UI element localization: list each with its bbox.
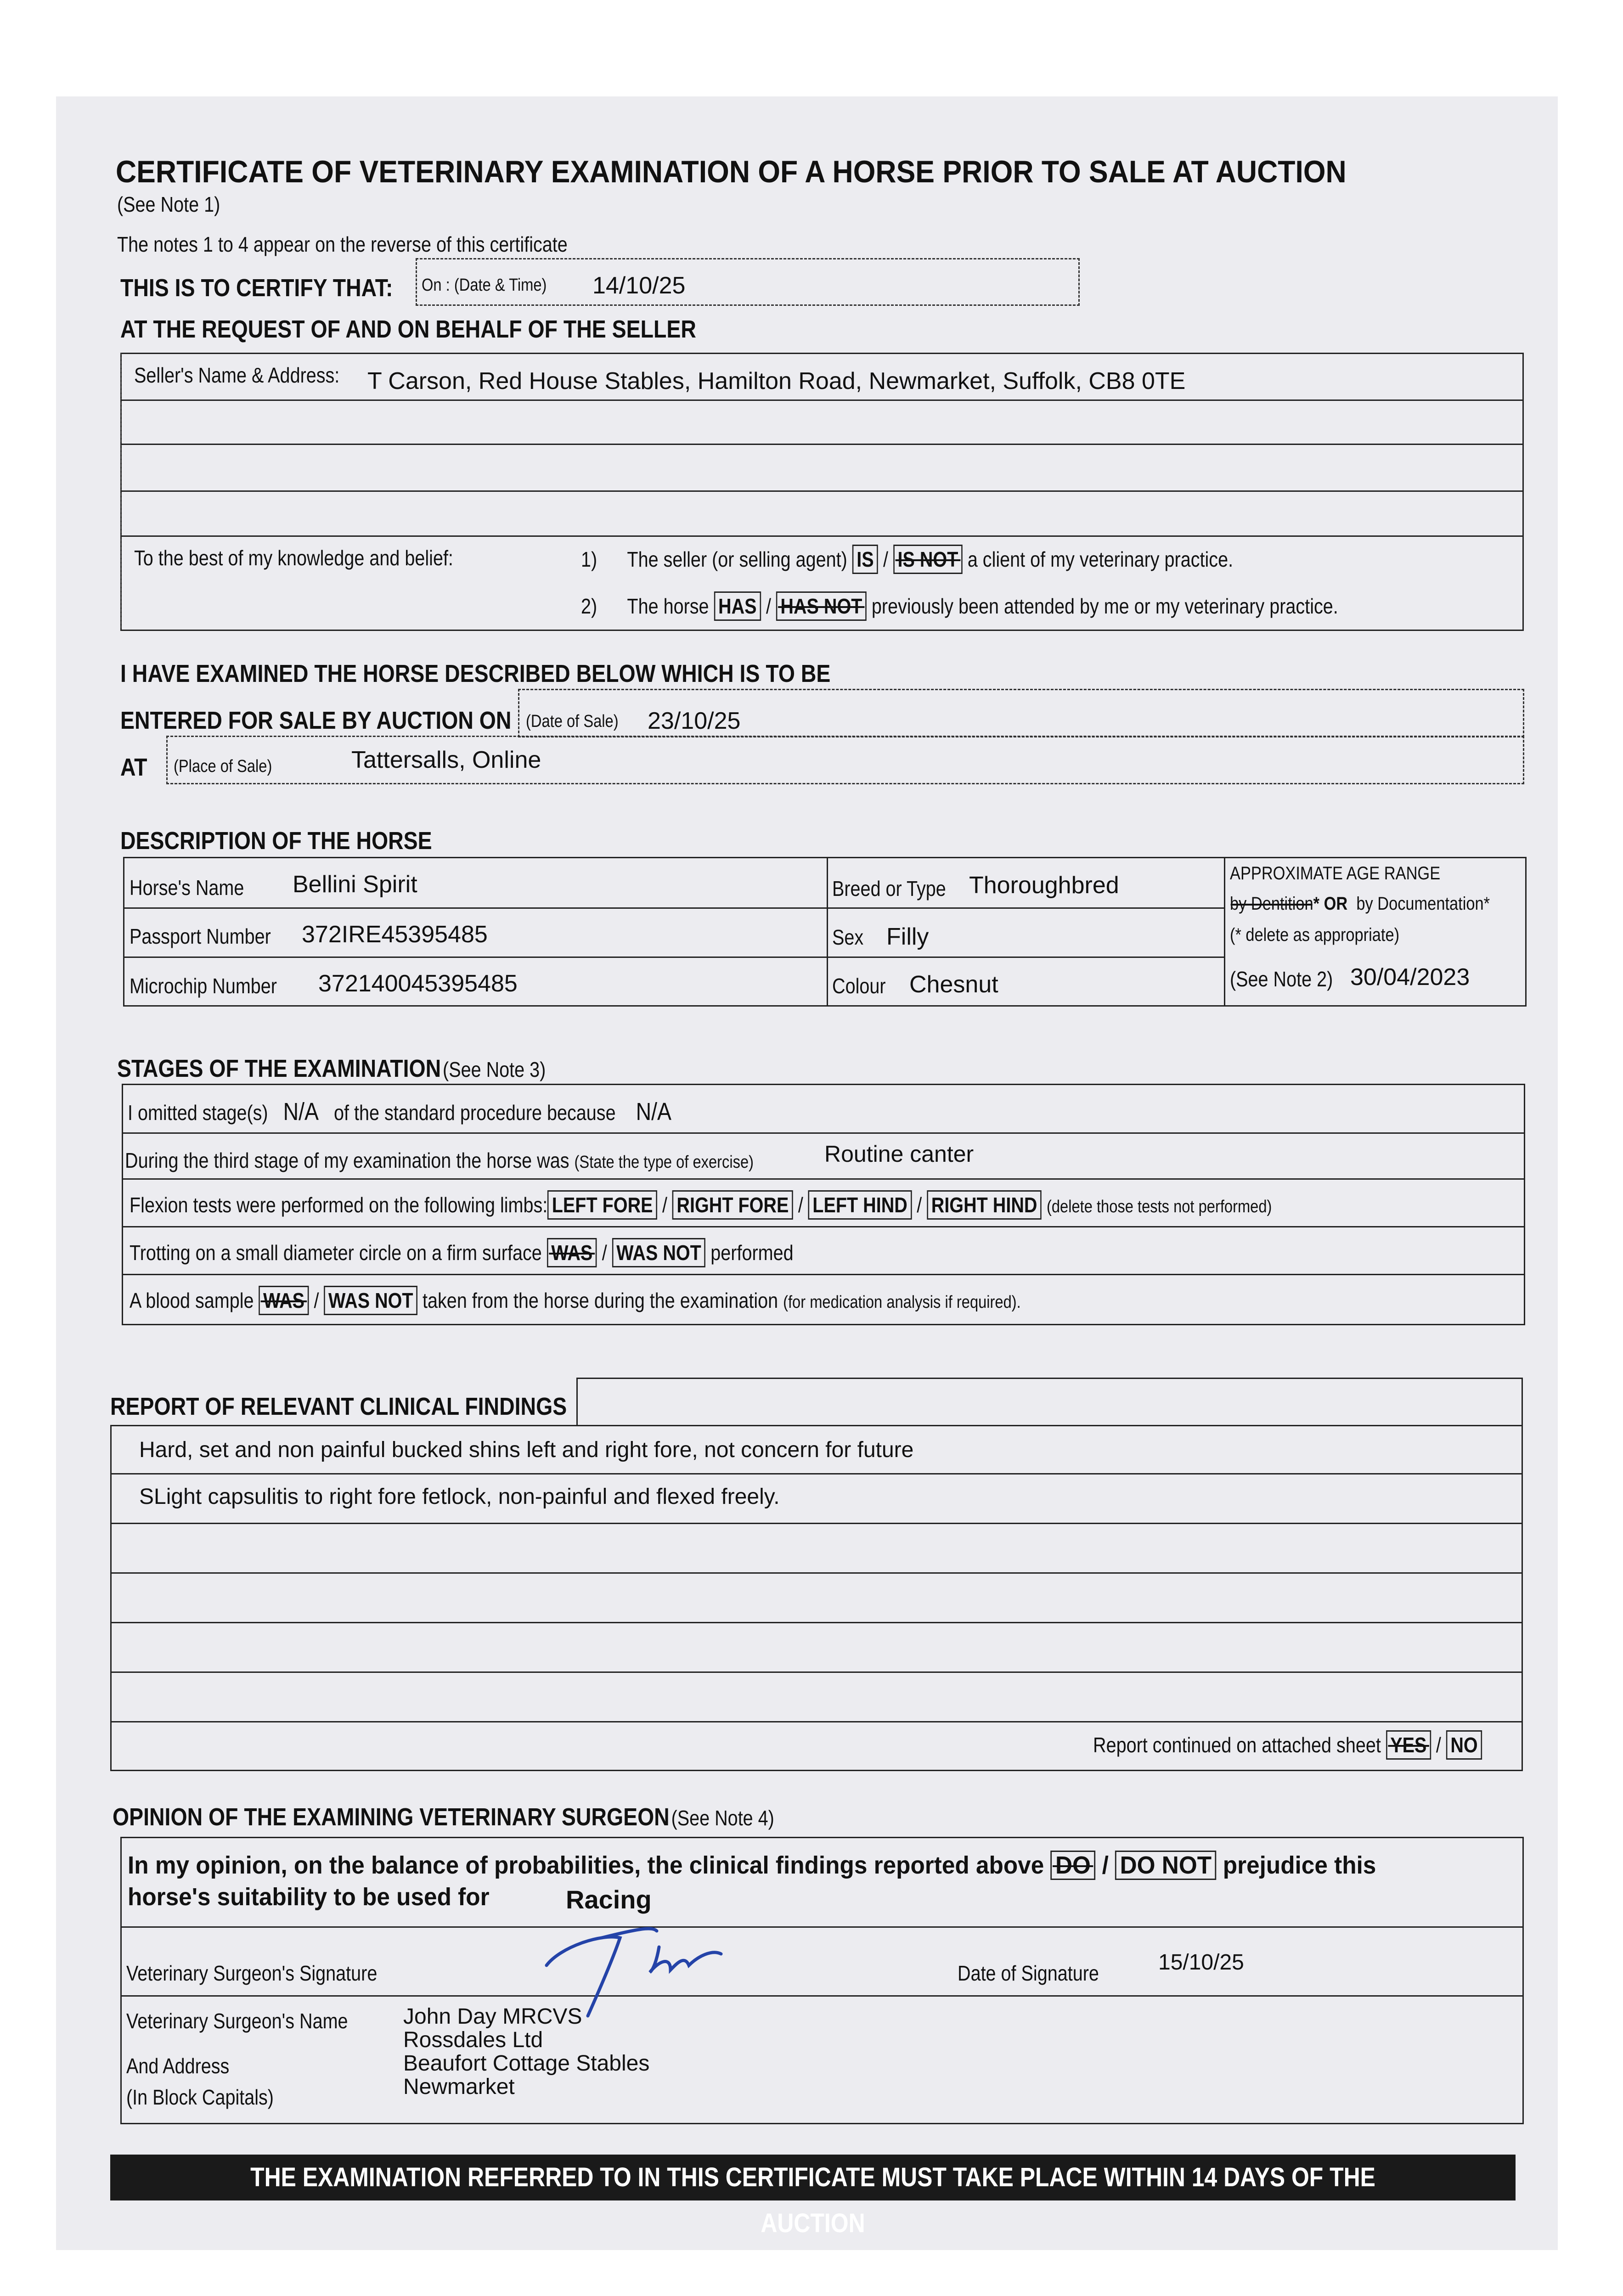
third-stage-hint: (State the type of exercise) <box>574 1153 754 1172</box>
stages-heading-row <box>117 1054 546 1083</box>
blood-taken: taken from the horse during the examination <box>423 1289 778 1312</box>
continued-row: Report continued on attached sheet YES / NO <box>1093 1730 1482 1760</box>
belief-2-has[interactable]: HAS <box>714 591 761 621</box>
footer-text: THE EXAMINATION REFERRED TO IN THIS CERTIFICATE MUST TAKE PLACE WITHIN 14 DAYS OF THE AUCTION <box>250 2162 1375 2238</box>
opinion-text-a: In my opinion, on the balance of probabilities, the clinical findings reported above <box>128 1851 1044 1879</box>
opinion-heading-row <box>113 1803 774 1831</box>
entered-label: ENTERED FOR SALE BY AUCTION ON <box>120 707 512 734</box>
age-or: * OR <box>1313 894 1348 914</box>
seller-label: Seller's Name & Address: <box>134 363 340 387</box>
certificate-title: CERTIFICATE OF VETERINARY EXAMINATION OF A HORSE PRIOR TO SALE AT AUCTION <box>116 154 1347 189</box>
age-note: (See Note 2) <box>1230 967 1333 991</box>
age-by-doc[interactable]: by Documentation* <box>1356 894 1490 914</box>
date-of-sale-value[interactable]: 23/10/25 <box>648 708 741 734</box>
finding-2[interactable]: SLight capsulitis to right fore fetlock, non-painful and flexed freely. <box>139 1485 780 1509</box>
opinion-do[interactable]: DO <box>1051 1851 1096 1880</box>
belief-2-text-a: The horse <box>627 594 709 618</box>
trot-row: Trotting on a small diameter circle on a firm surface WAS / WAS NOT performed <box>130 1238 794 1267</box>
vet-caps-label: (In Block Capitals) <box>126 2085 274 2109</box>
age-delete-note: (* delete as appropriate) <box>1230 925 1400 945</box>
omitted-value[interactable]: N/A <box>283 1098 319 1125</box>
belief-1-is[interactable]: IS <box>852 545 878 574</box>
third-stage-value[interactable]: Routine canter <box>824 1141 974 1167</box>
blood-row: A blood sample WAS / WAS NOT taken from the horse during the examination (for medication analysis if required). <box>130 1286 1021 1315</box>
opinion-use[interactable]: Racing <box>566 1885 652 1914</box>
footer-banner <box>110 2155 1516 2238</box>
vet-name-label: Veterinary Surgeon's Name <box>126 2009 348 2033</box>
date-sig-value[interactable]: 15/10/25 <box>1158 1950 1244 1975</box>
vet-line-name: John Day MRCVS <box>403 2004 582 2029</box>
omitted-label-b: of the standard procedure because <box>333 1101 616 1125</box>
colour-label: Colour <box>832 974 886 998</box>
seller-value[interactable]: T Carson, Red House Stables, Hamilton Road, Newmarket, Suffolk, CB8 0TE <box>367 368 1186 394</box>
trot-performed: performed <box>710 1241 794 1265</box>
horse-name-label: Horse's Name <box>130 876 244 900</box>
stages-note: (See Note 3) <box>443 1058 546 1081</box>
belief-label: To the best of my knowledge and belief: <box>134 546 453 570</box>
blood-hint: (for medication analysis if required). <box>783 1293 1021 1312</box>
findings-box <box>110 1425 1523 1771</box>
belief-2-sep: / <box>766 594 771 618</box>
breed-value[interactable]: Thoroughbred <box>969 872 1119 899</box>
passport-label: Passport Number <box>130 924 271 948</box>
certify-label: THIS IS TO CERTIFY THAT: <box>120 274 393 302</box>
date-sig-label: Date of Signature <box>958 1961 1099 1985</box>
place-label: (Place of Sale) <box>174 757 272 776</box>
breed-label: Breed or Type <box>832 877 946 900</box>
signature-mark[interactable] <box>533 1910 772 2020</box>
stages-heading: STAGES OF THE EXAMINATION <box>117 1055 441 1082</box>
report-heading: REPORT OF RELEVANT CLINICAL FINDINGS <box>110 1393 567 1420</box>
flexion-label: Flexion tests were performed on the following limbs: <box>130 1193 548 1217</box>
colour-value[interactable]: Chesnut <box>909 971 998 998</box>
continued-label: Report continued on attached sheet <box>1093 1733 1381 1757</box>
trot-was-not[interactable]: WAS NOT <box>612 1238 706 1267</box>
age-value[interactable]: 30/04/2023 <box>1350 964 1470 990</box>
limb-right-hind[interactable]: RIGHT HIND <box>927 1190 1042 1220</box>
microchip-label: Microchip Number <box>130 974 277 998</box>
report-heading-box <box>576 1378 1523 1426</box>
vet-line-company: Rossdales Ltd <box>403 2028 543 2052</box>
limb-right-fore[interactable]: RIGHT FORE <box>672 1190 793 1220</box>
belief-2-text-b: previously been attended by me or my veterinary practice. <box>871 594 1338 618</box>
limb-left-hind[interactable]: LEFT HIND <box>808 1190 912 1220</box>
belief-1-text-b: a client of my veterinary practice. <box>967 547 1234 571</box>
place-value[interactable]: Tattersalls, Online <box>351 747 541 773</box>
continued-no[interactable]: NO <box>1446 1730 1482 1760</box>
age-method <box>1230 894 1490 914</box>
horse-name-value[interactable]: Bellini Spirit <box>293 871 417 898</box>
opinion-text-c: horse's suitability to be used for <box>128 1883 490 1911</box>
signature-label: Veterinary Surgeon's Signature <box>126 1961 378 1985</box>
limb-left-fore[interactable]: LEFT FORE <box>547 1190 657 1220</box>
opinion-do-not[interactable]: DO NOT <box>1115 1851 1216 1880</box>
belief-1-text-a: The seller (or selling agent) <box>627 547 847 571</box>
opinion-text-b: prejudice this <box>1223 1851 1376 1879</box>
age-by-dentition[interactable]: by Dentition <box>1230 894 1313 914</box>
belief-2-num: 2) <box>581 594 597 618</box>
sex-label: Sex <box>832 925 864 949</box>
vet-address-label: And Address <box>126 2054 230 2078</box>
omitted-label-a: I omitted stage(s) <box>128 1101 268 1125</box>
third-stage-label: During the third stage of my examination the horse was <box>125 1148 569 1172</box>
blood-was-not[interactable]: WAS NOT <box>324 1286 418 1315</box>
belief-1-is-not[interactable]: IS NOT <box>893 545 963 574</box>
at-label: AT <box>120 754 147 781</box>
vet-line-address: Beaufort Cottage Stables <box>403 2051 650 2076</box>
title-note: (See Note 1) <box>117 192 220 216</box>
belief-1 <box>581 545 1233 574</box>
opinion-heading: OPINION OF THE EXAMINING VETERINARY SURGEON <box>113 1803 670 1831</box>
continued-yes[interactable]: YES <box>1386 1730 1431 1760</box>
notes-line: The notes 1 to 4 appear on the reverse of this certificate <box>117 232 568 256</box>
blood-was[interactable]: WAS <box>259 1286 309 1315</box>
microchip-value[interactable]: 372140045395485 <box>318 970 518 997</box>
trot-label: Trotting on a small diameter circle on a firm surface <box>130 1241 542 1265</box>
sex-value[interactable]: Filly <box>886 923 929 950</box>
behalf-heading: AT THE REQUEST OF AND ON BEHALF OF THE SELLER <box>120 315 696 343</box>
vet-line-town: Newmarket <box>403 2075 515 2099</box>
blood-label: A blood sample <box>130 1289 254 1312</box>
opinion-note: (See Note 4) <box>671 1806 774 1830</box>
date-of-sale-label: (Date of Sale) <box>526 712 619 731</box>
vet-details[interactable] <box>403 2005 649 2099</box>
description-heading: DESCRIPTION OF THE HORSE <box>120 827 432 855</box>
trot-was[interactable]: WAS <box>547 1238 597 1267</box>
finding-1[interactable]: Hard, set and non painful bucked shins left and right fore, not concern for future <box>139 1438 914 1462</box>
age-heading: APPROXIMATE AGE RANGE <box>1230 863 1441 884</box>
omitted-row <box>128 1097 671 1126</box>
belief-2 <box>581 591 1338 621</box>
on-label: On : (Date & Time) <box>422 276 547 295</box>
opinion-line-1: In my opinion, on the balance of probabilities, the clinical findings reported above DO / DO NOT prejudice this <box>128 1851 1376 1879</box>
belief-1-num: 1) <box>581 547 597 571</box>
omitted-reason[interactable]: N/A <box>636 1098 671 1125</box>
belief-1-sep: / <box>883 547 889 571</box>
passport-value[interactable]: 372IRE45395485 <box>302 921 488 948</box>
third-stage-row <box>125 1148 754 1173</box>
flexion-row: Flexion tests were performed on the following limbs: LEFT FORE / RIGHT FORE / LEFT HIND / RIGHT HIND (delete those tests not performed) <box>130 1190 1272 1220</box>
on-value[interactable]: 14/10/25 <box>592 272 686 299</box>
examined-heading: I HAVE EXAMINED THE HORSE DESCRIBED BELOW WHICH IS TO BE <box>120 660 831 687</box>
flexion-hint: (delete those tests not performed) <box>1046 1197 1272 1216</box>
belief-2-has-not[interactable]: HAS NOT <box>776 591 867 621</box>
